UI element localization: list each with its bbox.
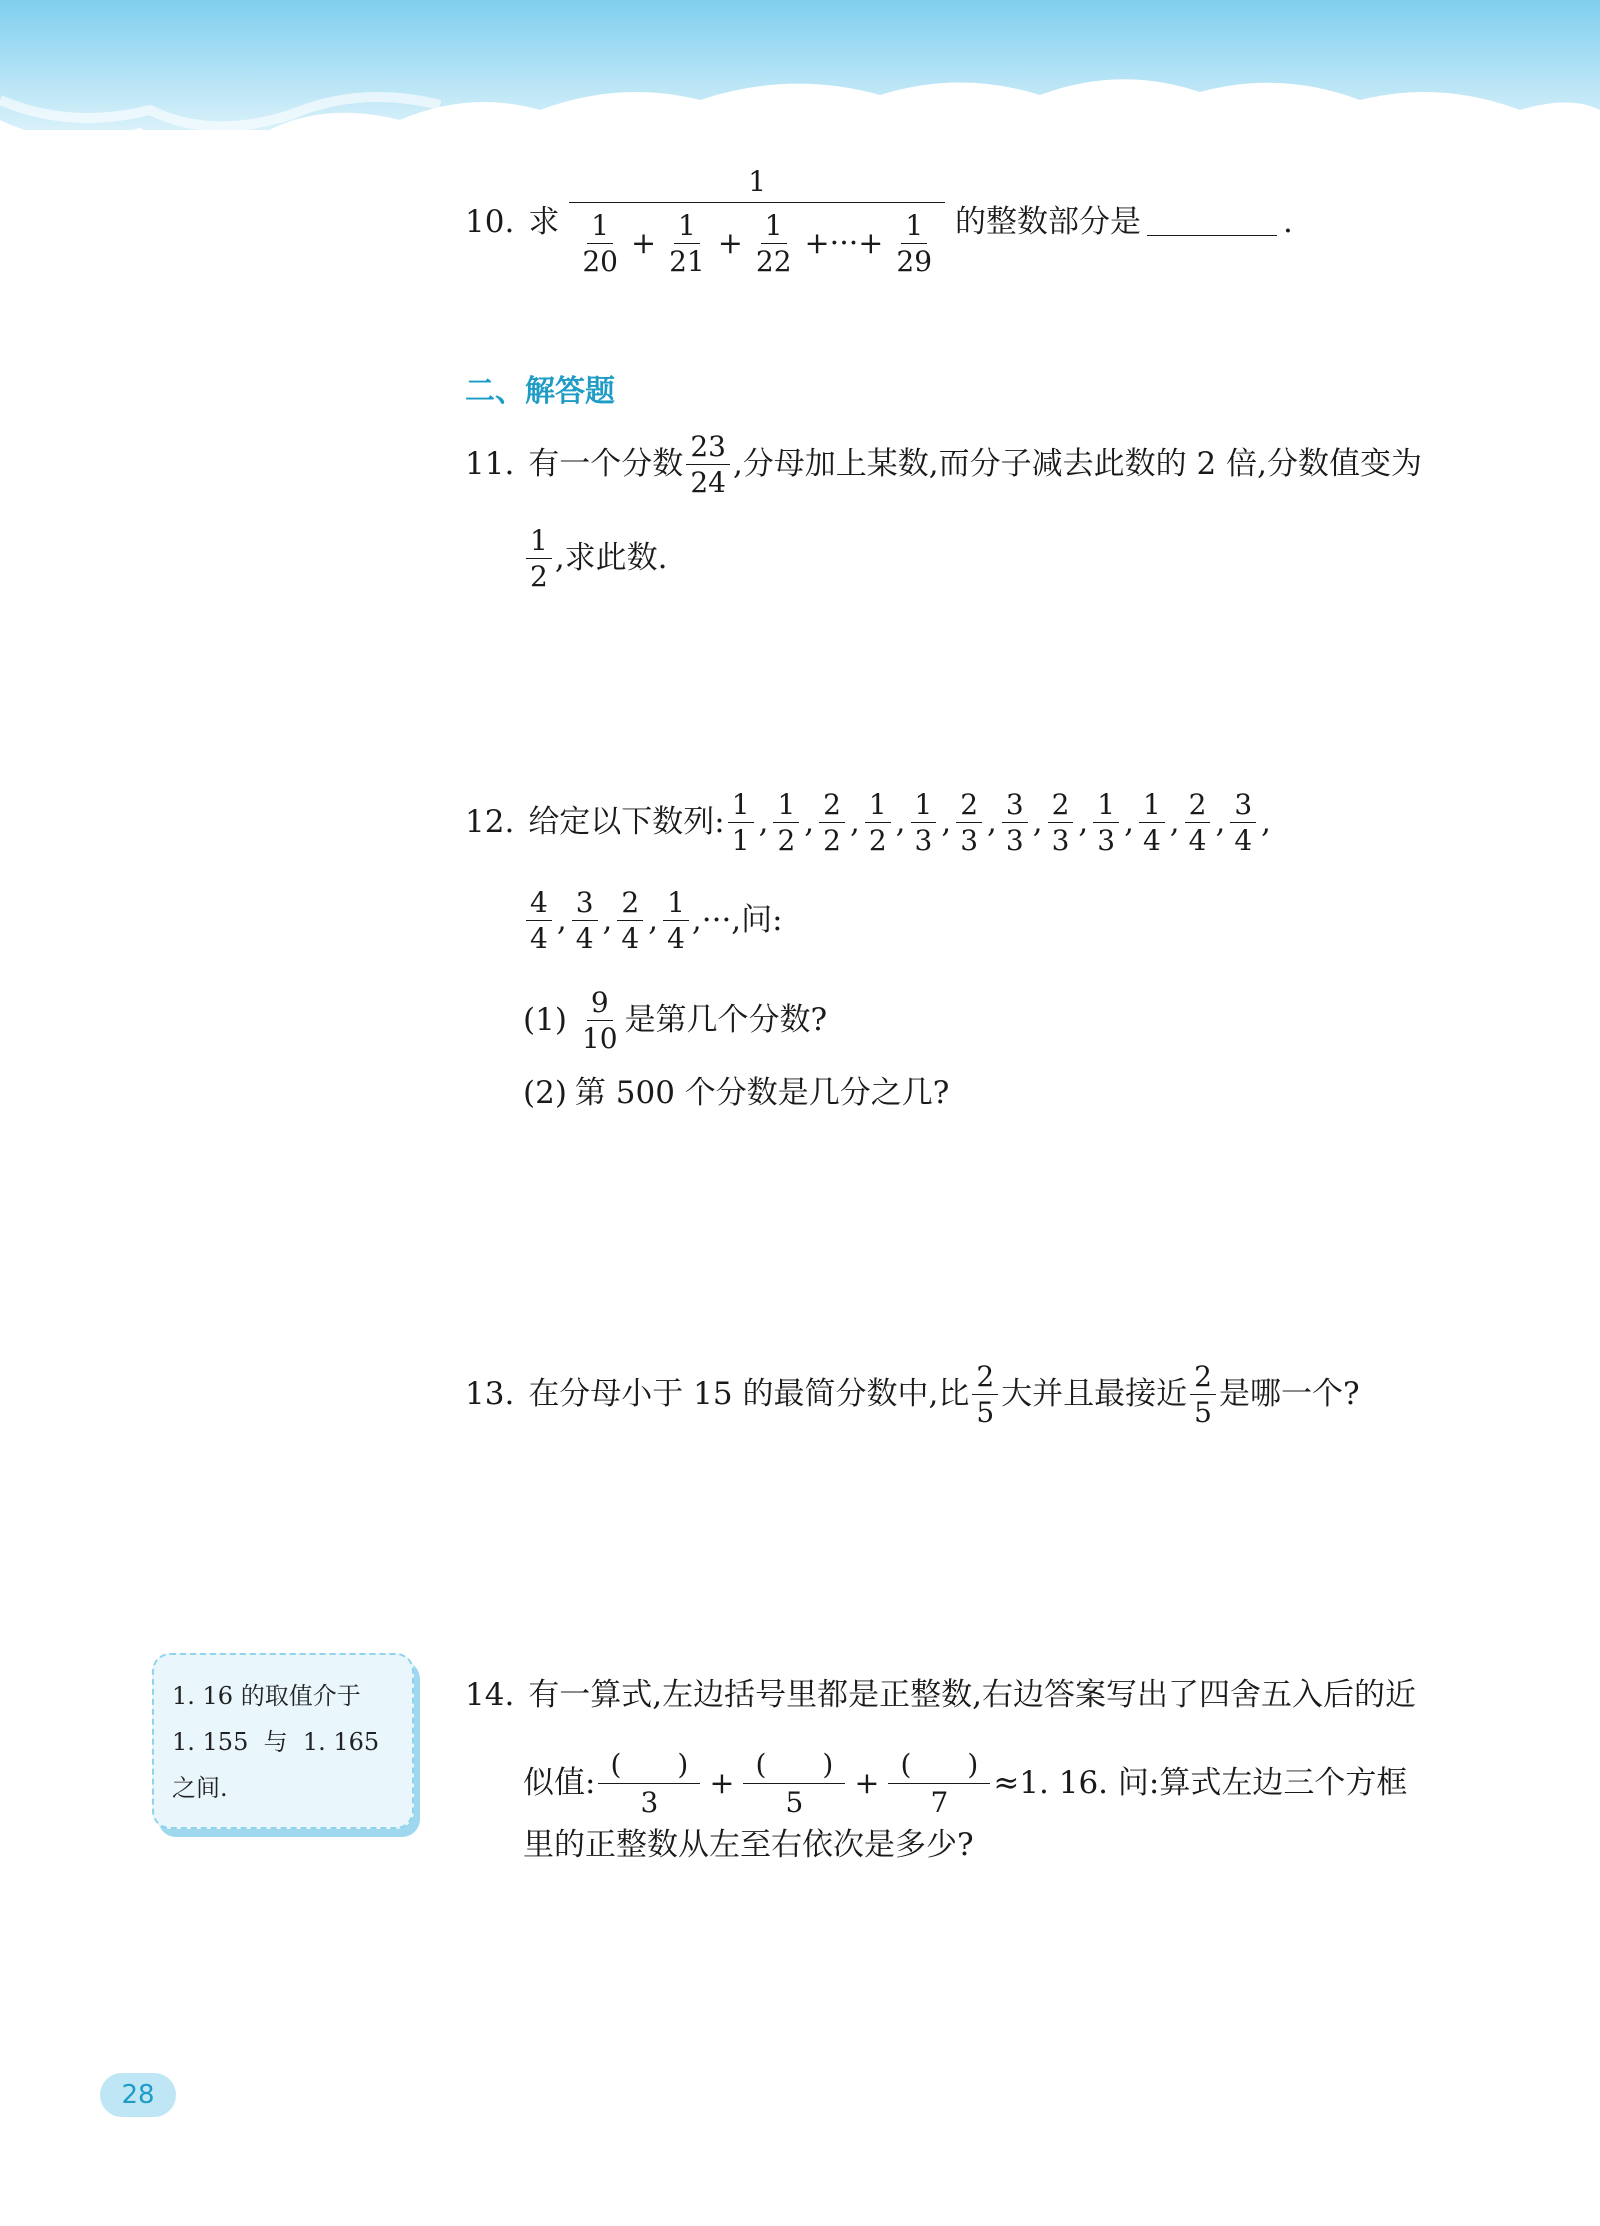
- plus-sign: +: [630, 225, 657, 261]
- fraction-blank[interactable]: $\frac{( )}{7}$: [888, 1750, 990, 1818]
- comma: ,: [1169, 804, 1180, 841]
- comma: ,: [1078, 804, 1089, 841]
- question-number: 14.: [465, 1677, 515, 1713]
- plus-sign: +: [717, 225, 743, 261]
- fraction: $\frac{1}{22}$: [755, 209, 792, 279]
- sequence-fraction: $\frac{2}{3}$: [1048, 790, 1074, 856]
- question-number: 11.: [465, 446, 515, 483]
- period: .: [1283, 203, 1293, 240]
- sequence-fraction: $\frac{3}{4}$: [572, 888, 598, 954]
- comma: ,: [987, 804, 997, 841]
- question-text: 在分母小于 15 的最简分数中,比: [528, 1376, 970, 1413]
- question-14: [465, 1677, 1417, 1713]
- sub-text: 是第几个分数?: [624, 1002, 828, 1039]
- note-line: 1. 155 与 1. 165: [172, 1728, 380, 1756]
- question-text: 是哪一个?: [1218, 1376, 1360, 1413]
- comma: ,: [1032, 804, 1043, 841]
- question-14-equation: [523, 1750, 1407, 1818]
- fraction: $\frac{2}{5}$: [972, 1362, 998, 1428]
- fraction: $\frac{9}{10}$: [581, 986, 618, 1056]
- comma: ,: [1215, 804, 1226, 841]
- ellipsis: +···+: [804, 225, 884, 261]
- plus-sign: +: [709, 1765, 735, 1801]
- page-number: 28: [100, 2073, 176, 2117]
- sub-text: 第 500 个分数是几分之几?: [574, 1075, 950, 1111]
- comma: ,: [849, 804, 860, 841]
- plus-sign: +: [854, 1765, 880, 1801]
- comma: ,: [758, 804, 769, 841]
- comma: ,: [556, 902, 567, 939]
- question-number: 10.: [465, 203, 515, 240]
- question-text: ,分母加上某数,而分子减去此数的 2 倍,分数值变为: [732, 446, 1422, 483]
- sub-question-1: [523, 988, 827, 1054]
- sub-label: (2): [523, 1075, 567, 1111]
- sequence-fraction: $\frac{1}{2}$: [865, 790, 891, 856]
- hint-note-box: [152, 1653, 414, 1829]
- sub-label: (1): [523, 1002, 567, 1039]
- question-12-continued: [523, 888, 783, 954]
- sequence-fraction: $\frac{3}{4}$: [1230, 790, 1256, 856]
- sequence-fraction: $\frac{1}{4}$: [663, 888, 689, 954]
- sequence-fraction: $\frac{1}{1}$: [728, 790, 754, 856]
- fraction: $\frac{1}{20}$: [582, 209, 618, 279]
- fraction: $\frac{2}{5}$: [1190, 1362, 1216, 1428]
- section-title: 二、解答题: [465, 374, 615, 409]
- complex-numerator: 1: [569, 168, 945, 203]
- answer-blank[interactable]: [1147, 209, 1277, 236]
- fraction-blank[interactable]: $\frac{( )}{5}$: [743, 1750, 845, 1818]
- sequence-line-2: [523, 888, 692, 954]
- question-number: 12.: [465, 804, 515, 841]
- sequence-fraction: $\frac{2}{4}$: [1185, 790, 1211, 856]
- question-11-continued: [523, 526, 668, 592]
- fraction: $\frac{1}{21}$: [669, 209, 705, 279]
- sequence-line-1: [725, 790, 1273, 856]
- sequence-fraction: $\frac{1}{2}$: [773, 790, 799, 856]
- question-14-continued: [523, 1827, 974, 1863]
- sequence-fraction: $\frac{1}{4}$: [1139, 790, 1165, 856]
- fraction-blank[interactable]: $\frac{( )}{3}$: [598, 1750, 700, 1818]
- fraction: $\frac{1}{29}$: [896, 209, 933, 279]
- comma: ,: [895, 804, 906, 841]
- question-text: ,求此数.: [554, 540, 668, 577]
- cloud-header-decoration: [0, 0, 1600, 170]
- question-13: [465, 1362, 1360, 1428]
- question-tail: 的整数部分是: [955, 203, 1142, 240]
- question-text: 大并且最接近: [1001, 1376, 1188, 1413]
- sequence-fraction: $\frac{2}{3}$: [956, 790, 982, 856]
- sub-question-2: [523, 1075, 950, 1111]
- note-line: 1. 16 的取值介于: [172, 1682, 361, 1710]
- sequence-fraction: $\frac{2}{2}$: [819, 790, 845, 856]
- question-text: 有一个分数: [528, 446, 684, 483]
- question-text: ≈1. 16. 问:算式左边三个方框: [993, 1765, 1408, 1802]
- question-lead: 求: [528, 203, 560, 240]
- question-text: 里的正整数从左至右依次是多少?: [523, 1827, 974, 1863]
- sequence-fraction: $\frac{4}{4}$: [526, 888, 552, 954]
- note-line: 之间.: [172, 1774, 228, 1802]
- question-10: [465, 165, 1293, 279]
- comma: ,: [648, 902, 659, 939]
- question-text: 似值:: [523, 1765, 596, 1802]
- question-lead: 给定以下数列:: [528, 804, 725, 841]
- comma: ,: [804, 804, 815, 841]
- comma: ,: [602, 902, 613, 939]
- sequence-fraction: $\frac{2}{4}$: [617, 888, 643, 954]
- sequence-fraction: $\frac{1}{3}$: [1093, 790, 1119, 856]
- fraction: $\frac{1}{2}$: [526, 526, 552, 592]
- comma: ,: [1124, 804, 1134, 841]
- comma: ,: [1261, 804, 1272, 841]
- comma: ,: [941, 804, 952, 841]
- question-11: [465, 432, 1422, 498]
- question-12: [465, 790, 1273, 856]
- question-text: 有一算式,左边括号里都是正整数,右边答案写出了四舍五入后的近: [528, 1677, 1417, 1713]
- complex-denominator: [569, 203, 945, 277]
- complex-fraction: [569, 165, 945, 279]
- sequence-fraction: $\frac{3}{3}$: [1002, 790, 1028, 856]
- question-tail: ,···,问:: [691, 902, 783, 939]
- fraction: $\frac{23}{24}$: [686, 432, 730, 498]
- question-number: 13.: [465, 1376, 515, 1413]
- sequence-fraction: $\frac{1}{3}$: [911, 790, 937, 856]
